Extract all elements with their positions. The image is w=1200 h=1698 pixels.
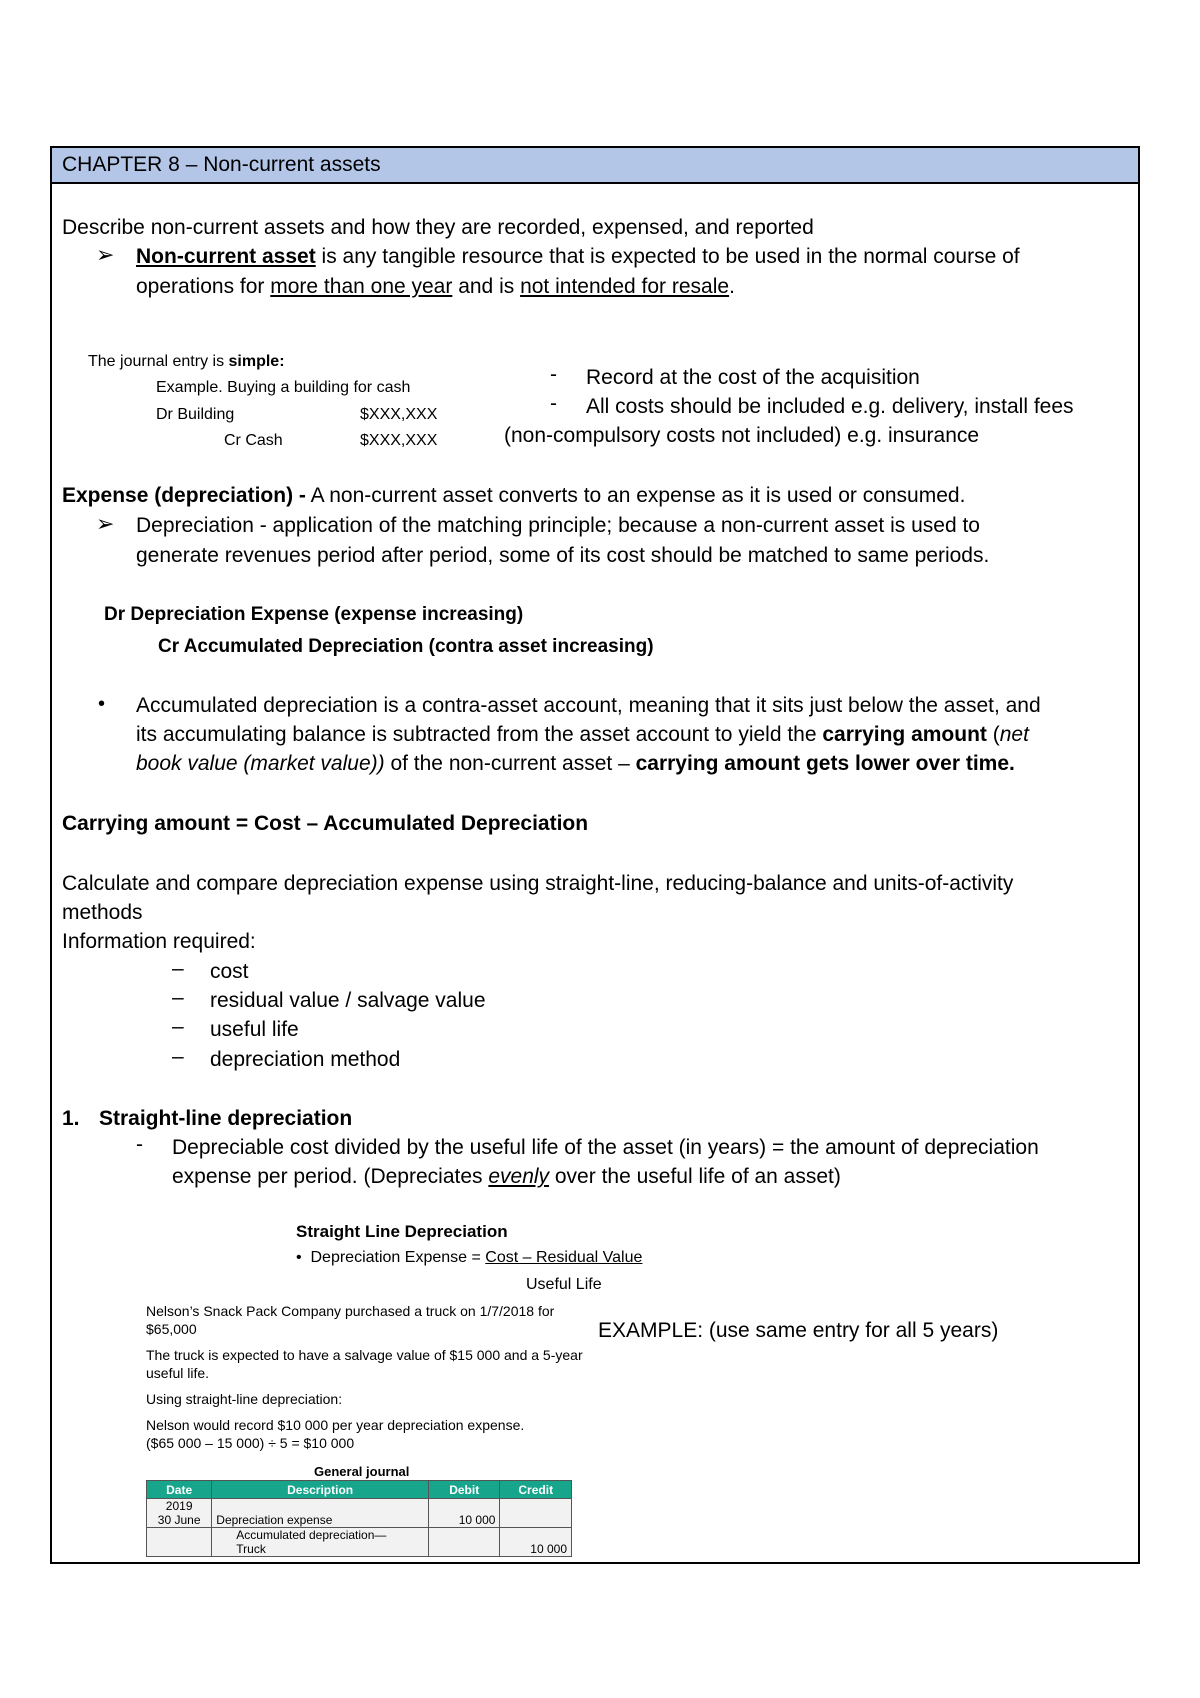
straight-line-desc2: [172, 1162, 841, 1191]
depreciation-bullet-line2: generate revenues period after period, some of its cost should be matched to same periods.: [136, 544, 990, 567]
slide-p4-line2: ($65 000 – 15 000) ÷ 5 = $10 000: [146, 1435, 355, 1451]
cell-empty: [500, 1499, 572, 1514]
methods-line2: methods: [62, 901, 143, 924]
dep-entry-dr: Dr Depreciation Expense (expense increasing): [104, 604, 524, 625]
carrying-amount-lower: carrying amount gets lower over time.: [635, 752, 1015, 775]
cell-empty: [500, 1513, 572, 1528]
col-credit: Credit: [500, 1481, 572, 1499]
cell-debit: 10 000: [428, 1513, 500, 1528]
noncurrent-definition-line2: [136, 272, 735, 301]
straight-line-number: 1.: [62, 1107, 80, 1130]
dep-entry-cr: Cr Accumulated Depreciation (contra asset increasing): [158, 636, 654, 657]
general-journal-title: General journal: [314, 1464, 410, 1479]
journal-cr-amount: $XXX,XXX: [360, 432, 438, 449]
accum-line3: [136, 749, 1015, 778]
net-term: net: [999, 723, 1029, 746]
journal-simple-intro: [88, 351, 285, 373]
journal-intro-bold: simple:: [228, 353, 285, 370]
expense-text: A non-current asset converts to an expense as it is used or consumed.: [305, 484, 966, 507]
formula-numerator: Cost – Residual Value: [485, 1249, 643, 1266]
noncurrent-definition-line1: [136, 242, 1020, 271]
cell-description: Accumulated depreciation—: [212, 1528, 429, 1543]
cell-empty: [147, 1542, 212, 1557]
accum-text: its accumulating balance is subtracted from the asset account to yield the: [136, 723, 823, 746]
carrying-amount-formula: Carrying amount = Cost – Accumulated Depreciation: [62, 812, 589, 835]
table-row: [147, 1528, 572, 1543]
accum-text: (: [986, 723, 1000, 746]
dash-bullet: –: [172, 957, 184, 980]
journal-intro-text: The journal entry is: [88, 353, 229, 370]
dash-bullet: –: [172, 986, 184, 1009]
general-journal-table: [146, 1480, 572, 1557]
formula-lhs: Depreciation Expense =: [310, 1249, 486, 1266]
desc-text: over the useful life of an asset): [549, 1165, 841, 1188]
col-debit: Debit: [428, 1481, 500, 1499]
slide-p1-line2: $65,000: [146, 1321, 197, 1337]
table-row: [147, 1499, 572, 1514]
dash-bullet: –: [172, 1045, 184, 1068]
cell-empty: [147, 1528, 212, 1543]
info-item: depreciation method: [210, 1048, 401, 1071]
definition-text: and is: [452, 275, 521, 298]
cost-note-excluded: (non-compulsory costs not included) e.g. insurance: [504, 424, 980, 447]
evenly-term: evenly: [488, 1165, 550, 1188]
expense-definition: [62, 481, 965, 510]
more-than-one-year: more than one year: [270, 275, 453, 298]
cell-empty: [500, 1528, 572, 1543]
book-value-term: book value (market value)): [136, 752, 385, 775]
col-date: Date: [147, 1481, 212, 1499]
dash-bullet: -: [550, 392, 557, 415]
definition-text: .: [729, 275, 735, 298]
not-for-resale: not intended for resale: [520, 275, 730, 298]
arrow-bullet-icon: ➢: [96, 511, 115, 536]
methods-line1: Calculate and compare depreciation expense using straight-line, reducing-balance and units-of-activity: [62, 872, 1014, 895]
cell-empty: [428, 1499, 500, 1514]
definition-text: operations for: [136, 275, 271, 298]
cell-year: 2019: [147, 1499, 212, 1514]
slide-p2-line2: useful life.: [146, 1365, 210, 1381]
info-item: cost: [210, 960, 249, 983]
straight-line-desc1: Depreciable cost divided by the useful life of the asset (in years) = the amount of depreciation: [172, 1136, 1039, 1159]
dash-bullet: -: [136, 1133, 143, 1156]
bullet-dot: •: [98, 693, 106, 715]
expense-term: Expense (depreciation) -: [62, 484, 306, 507]
arrow-bullet-icon: ➢: [96, 242, 115, 267]
cell-empty: [212, 1499, 429, 1514]
journal-example: Example. Buying a building for cash: [156, 379, 411, 396]
info-item: useful life: [210, 1018, 299, 1041]
cell-description: Depreciation expense: [212, 1513, 429, 1528]
intro-heading: Describe non-current assets and how they are recorded, expensed, and reported: [62, 216, 814, 239]
slide-p3: Using straight-line depreciation:: [146, 1391, 343, 1407]
cell-empty: [428, 1542, 500, 1557]
dash-bullet: –: [172, 1015, 184, 1038]
journal-dr-amount: $XXX,XXX: [360, 406, 438, 423]
accum-line1: Accumulated depreciation is a contra-asset account, meaning that it sits just below the asset, and: [136, 694, 1041, 717]
col-description: Description: [212, 1481, 429, 1499]
cell-empty: [428, 1528, 500, 1543]
info-item: residual value / salvage value: [210, 989, 486, 1012]
chapter-title: CHAPTER 8 – Non-current assets: [52, 148, 1138, 184]
slide-formula: • Depreciation Expense = Cost – Residual Value: [296, 1249, 643, 1266]
carrying-amount-term: carrying amount: [822, 723, 987, 746]
journal-dr-label: Dr Building: [156, 406, 235, 423]
cell-description: Truck: [212, 1542, 429, 1557]
cost-note-2: All costs should be included e.g. delivery, install fees: [586, 395, 1074, 418]
desc-text: expense per period. (Depreciates: [172, 1165, 489, 1188]
depreciation-bullet-line1: Depreciation - application of the matching principle; because a non-current asset is used to: [136, 514, 980, 537]
dash-bullet: -: [550, 363, 557, 386]
accum-text: of the non-current asset –: [384, 752, 636, 775]
formula-denominator: Useful Life: [526, 1276, 602, 1293]
slide-title: Straight Line Depreciation: [296, 1222, 508, 1241]
example-note: EXAMPLE: (use same entry for all 5 years): [598, 1319, 999, 1342]
cell-date: 30 June: [147, 1513, 212, 1528]
journal-cr-label: Cr Cash: [224, 432, 283, 449]
slide-p4-line1: Nelson would record $10 000 per year depreciation expense.: [146, 1417, 525, 1433]
slide-p1-line1: Nelson’s Snack Pack Company purchased a truck on 1/7/2018 for: [146, 1303, 555, 1319]
table-header-row: [147, 1481, 572, 1499]
slide-p2-line1: The truck is expected to have a salvage value of $15 000 and a 5-year: [146, 1347, 583, 1363]
cost-note-1: Record at the cost of the acquisition: [586, 366, 920, 389]
cell-credit: 10 000: [500, 1542, 572, 1557]
straight-line-heading: Straight-line depreciation: [99, 1107, 353, 1130]
info-required-heading: Information required:: [62, 930, 256, 953]
accum-line2: [136, 720, 1029, 749]
table-row: [147, 1513, 572, 1528]
definition-text: is any tangible resource that is expected to be used in the normal course of: [315, 245, 1020, 268]
table-row: [147, 1542, 572, 1557]
noncurrent-term: Non-current asset: [136, 245, 316, 268]
